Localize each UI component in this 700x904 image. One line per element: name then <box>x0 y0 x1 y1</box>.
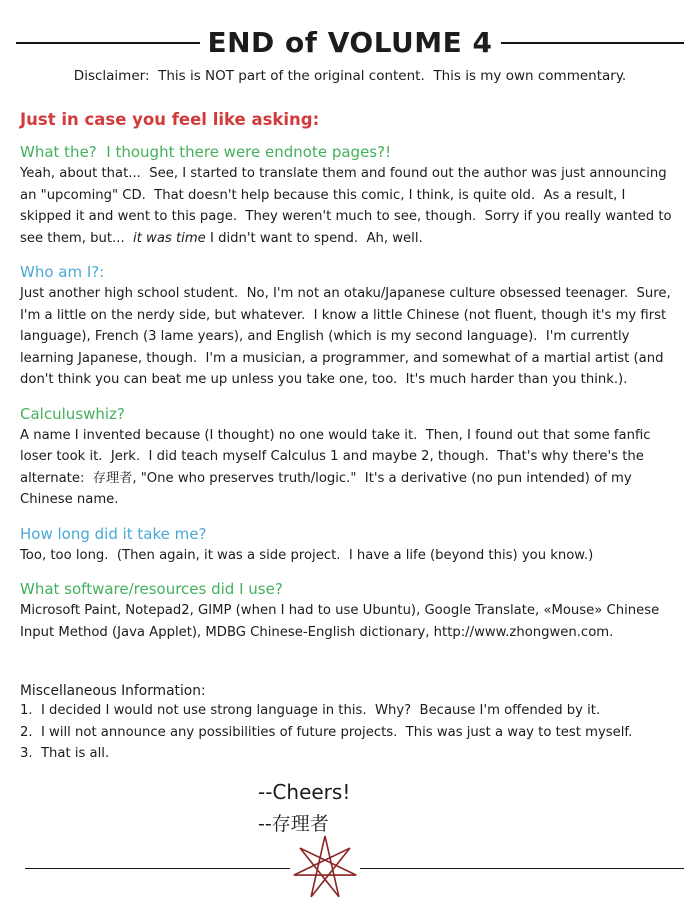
disclaimer-text: Disclaimer: This is NOT part of the original content. This is my own commentary. <box>73 68 627 84</box>
misc-heading: Miscellaneous Information: <box>20 683 206 699</box>
body-text-italic: it was time <box>133 230 206 246</box>
commentary-content <box>0 110 700 837</box>
misc-item-1: 1. I decided I would not use strong language in this. Why? Because I'm offended by it. <box>20 703 601 718</box>
section-heading-what-the: What the? I thought there were endnote pages?! <box>20 143 392 161</box>
section-what-the <box>20 143 680 249</box>
footer-rule-right <box>360 868 684 869</box>
page-header <box>0 0 700 59</box>
body-text-part: Yeah, about that... See, I started to translate them and found out the author was just announcing an "upcoming" CD. That doesn't help because this comic, I think, is quite old. As a result, I skipped it and went to this page. They weren't much to see, though. Sorry if you really wanted to see them, but... <box>20 166 676 246</box>
section-body-calculuswhiz: A name I invented because (I thought) no one would take it. Then, I found out that some fanfic loser took it. Jerk. I did teach myself Calculus 1 and maybe 2, though. That's why there's the alternate: 存理者, "One who preserves truth/logic." It's a derivative (no pun intended) of my Chinese name. <box>20 427 655 507</box>
header-rule-left <box>16 42 200 44</box>
signature-name: --存理者 <box>258 812 329 835</box>
section-who-am-i <box>20 263 680 391</box>
section-body-who-am-i: Just another high school student. No, I'm not an otaku/Japanese culture obsessed teenager. Sure, I'm a little on the nerdy side, but whatever. I know a little Chinese (not fluent, though it's my first language), French (3 lame years), and English (which is my second language). I'm currently learning Japanese, though. I'm a musician, a programmer, and somewhat of a martial artist (and don't think you can beat me up unless you take one, too. It's much harder than you think.). <box>20 286 675 387</box>
section-body-how-long: Too, too long. (Then again, it was a side project. I have a life (beyond this) you know.) <box>20 547 594 563</box>
misc-information <box>20 683 680 765</box>
misc-item-2: 2. I will not announce any possibilities of future projects. This was just a way to test myself. <box>20 724 633 740</box>
section-heading-how-long: How long did it take me? <box>20 524 207 543</box>
footer-rule-left <box>25 868 290 869</box>
section-how-long <box>20 525 680 567</box>
page-title: END of VOLUME 4 <box>207 26 493 59</box>
section-heading-software: What software/resources did I use? <box>20 580 283 598</box>
section-calculuswhiz <box>20 405 680 511</box>
main-heading: Just in case you feel like asking: <box>20 110 320 129</box>
signature-block <box>258 779 680 837</box>
section-body-what-the <box>20 163 680 249</box>
section-body-software: Microsoft Paint, Notepad2, GIMP (when I had to use Ubuntu), Google Translate, «Mouse» Chinese Input Method (Java Applet), MDBG Chinese-English dictionary, http://www.zhongwen.com. <box>20 603 664 640</box>
misc-item-3: 3. That is all. <box>20 746 110 761</box>
misc-list <box>20 700 680 765</box>
header-rule-right <box>501 42 685 44</box>
page-footer <box>25 835 684 901</box>
section-heading-calculuswhiz: Calculuswhiz? <box>20 404 125 423</box>
heptagram-star-icon <box>292 835 358 901</box>
signature-cheers: --Cheers! <box>258 779 351 804</box>
section-heading-who-am-i: Who am I?: <box>20 263 105 281</box>
body-text-part: I didn't want to spend. Ah, well. <box>205 230 423 246</box>
section-software <box>20 580 680 643</box>
